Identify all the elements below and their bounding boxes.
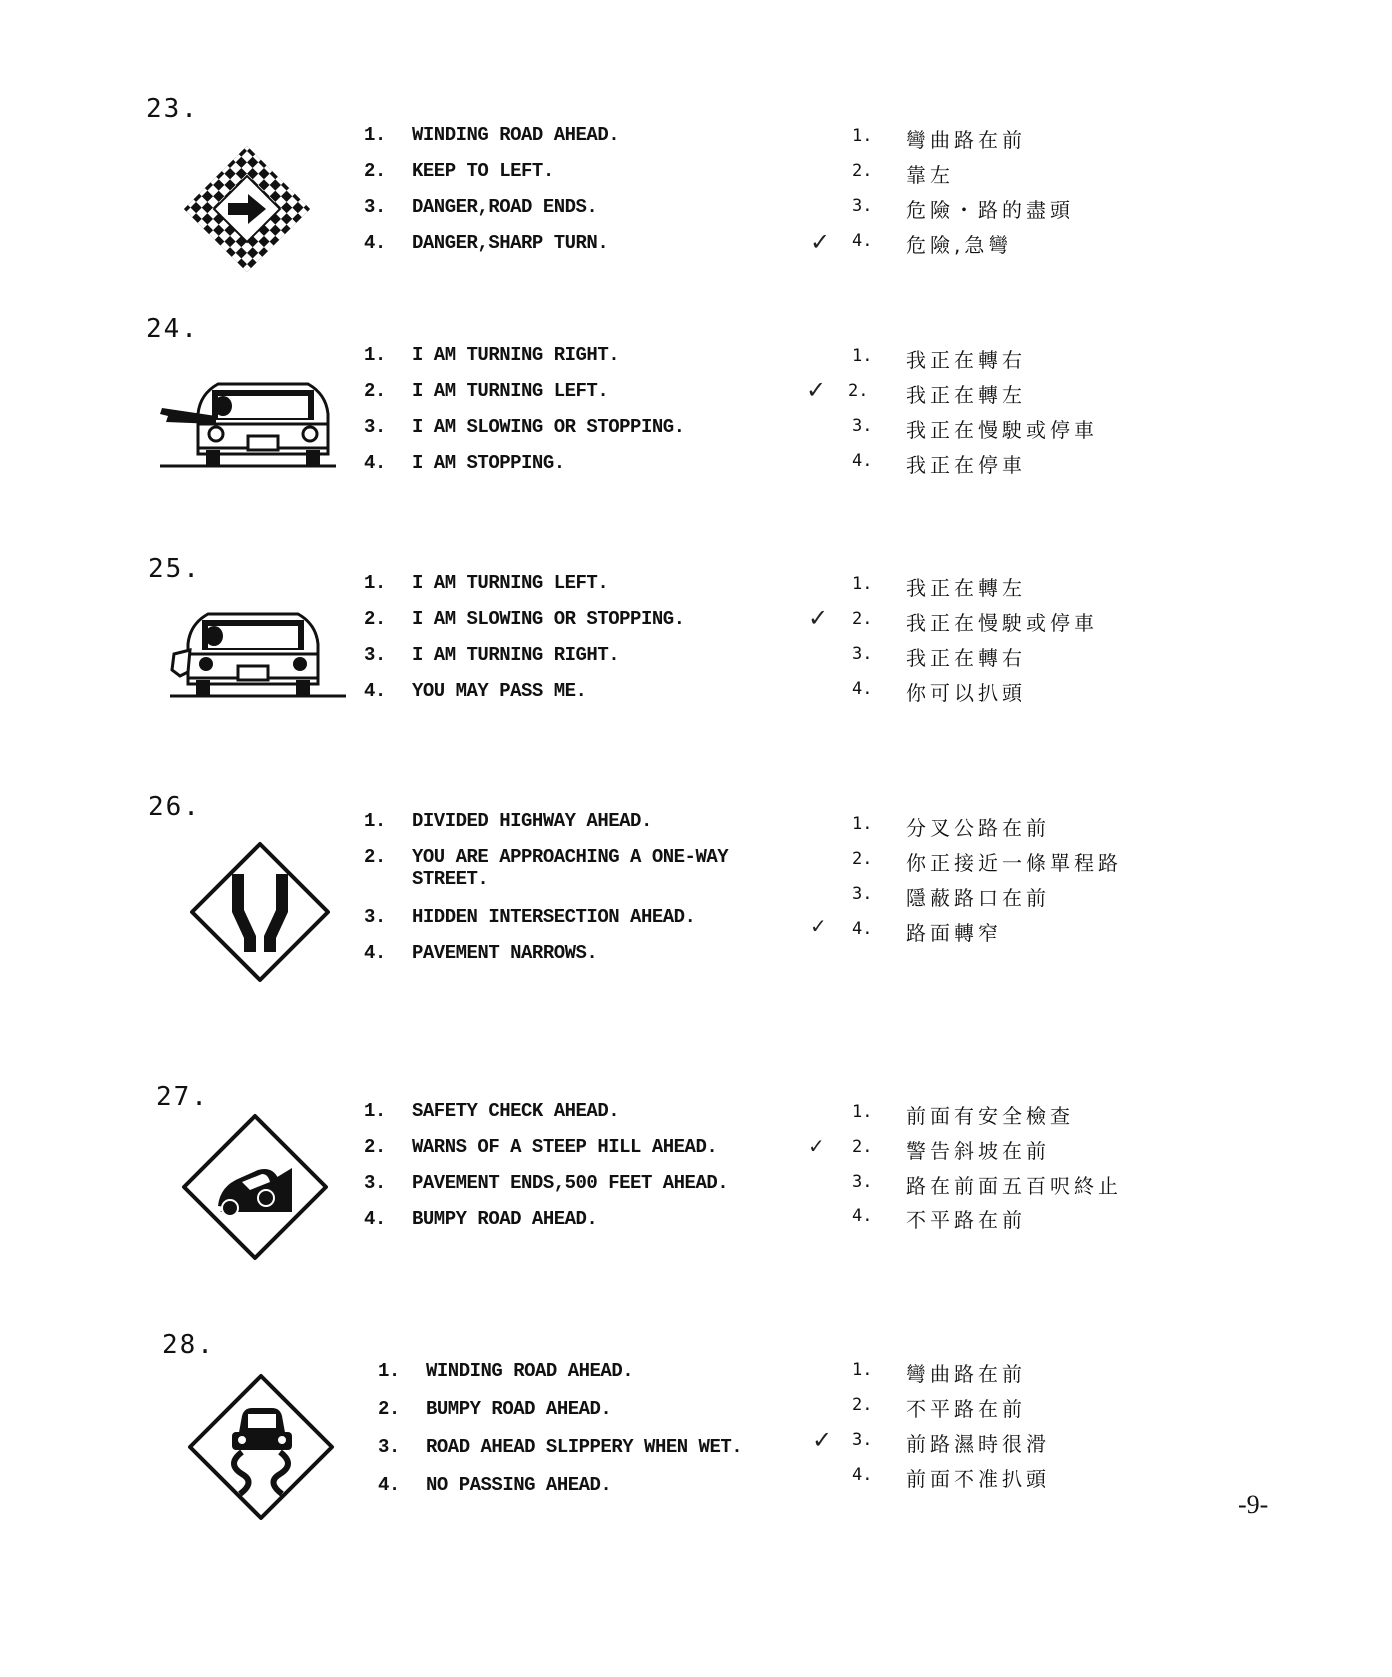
option-en: 4. YOU MAY PASS ME. bbox=[364, 680, 587, 702]
option-zh-number: 1. bbox=[852, 126, 873, 146]
option-zh: 危險・路的盡頭 bbox=[906, 198, 1074, 222]
question-number: 27. bbox=[156, 1082, 209, 1112]
option-en: 2. I AM SLOWING OR STOPPING. bbox=[364, 608, 685, 630]
option-zh: 我正在停車 bbox=[906, 453, 1026, 477]
option-en: 4. DANGER,SHARP TURN. bbox=[364, 232, 609, 254]
question-number: 26. bbox=[148, 792, 201, 822]
page-number: -9- bbox=[1238, 1490, 1269, 1519]
option-en: 1. DIVIDED HIGHWAY AHEAD. bbox=[364, 810, 652, 832]
option-zh-number: 4. bbox=[852, 1206, 873, 1226]
option-zh-number: 2. bbox=[852, 1395, 873, 1415]
option-zh: 不平路在前 bbox=[906, 1208, 1026, 1232]
option-zh-number: 2. bbox=[852, 1137, 873, 1157]
option-en: 2. YOU ARE APPROACHING A ONE-WAY STREET. bbox=[364, 846, 729, 890]
correct-check-mark: ✓ bbox=[812, 1426, 833, 1454]
option-zh-number: 1. bbox=[852, 1102, 873, 1122]
steep-hill-sign-icon bbox=[180, 1112, 330, 1262]
option-zh: 隱蔽路口在前 bbox=[906, 886, 1050, 910]
option-zh-number: 2. bbox=[852, 161, 873, 181]
option-zh: 前面不准扒頭 bbox=[906, 1467, 1050, 1491]
option-zh-number: 4. bbox=[852, 919, 873, 939]
option-en: 1. WINDING ROAD AHEAD. bbox=[364, 124, 620, 146]
option-zh: 路在前面五百呎終止 bbox=[906, 1174, 1122, 1198]
option-en: 4. NO PASSING AHEAD. bbox=[378, 1474, 612, 1496]
option-en: 3. HIDDEN INTERSECTION AHEAD. bbox=[364, 906, 696, 928]
option-zh-number: 2. bbox=[852, 609, 873, 629]
option-zh-number: 4. bbox=[852, 451, 873, 471]
correct-check-mark: ✓ bbox=[810, 914, 827, 938]
option-en: 2. I AM TURNING LEFT. bbox=[364, 380, 609, 402]
option-zh-number: 2. bbox=[852, 849, 873, 869]
option-zh: 我正在轉右 bbox=[906, 348, 1026, 372]
question-number: 28. bbox=[162, 1330, 215, 1360]
option-zh: 前面有安全檢查 bbox=[906, 1104, 1074, 1128]
option-zh-number: 4. bbox=[852, 679, 873, 699]
option-en: 2. KEEP TO LEFT. bbox=[364, 160, 554, 182]
question-number: 24. bbox=[146, 314, 199, 344]
option-en: 1. SAFETY CHECK AHEAD. bbox=[364, 1100, 620, 1122]
car-hand-signal-down-icon bbox=[158, 364, 338, 474]
correct-check-mark: ✓ bbox=[808, 1134, 825, 1158]
option-zh: 我正在轉右 bbox=[906, 646, 1026, 670]
car-hand-signal-low-icon bbox=[168, 594, 348, 704]
question-number: 25. bbox=[148, 554, 201, 584]
option-zh: 警告斜坡在前 bbox=[906, 1139, 1050, 1163]
option-en: 2. BUMPY ROAD AHEAD. bbox=[378, 1398, 612, 1420]
slippery-road-sign-icon bbox=[186, 1372, 336, 1522]
option-zh: 不平路在前 bbox=[906, 1397, 1026, 1421]
option-zh: 危險,急彎 bbox=[906, 233, 1013, 257]
option-zh-number: 1. bbox=[852, 346, 873, 366]
option-zh: 我正在轉左 bbox=[906, 576, 1026, 600]
option-zh: 彎曲路在前 bbox=[906, 128, 1026, 152]
option-en: 3. ROAD AHEAD SLIPPERY WHEN WET. bbox=[378, 1436, 743, 1458]
option-zh-number: 3. bbox=[852, 1172, 873, 1192]
option-zh-number: 3. bbox=[852, 416, 873, 436]
option-zh: 我正在慢駛或停車 bbox=[906, 611, 1098, 635]
option-zh-number: 3. bbox=[852, 1430, 873, 1450]
option-zh-number: 3. bbox=[852, 644, 873, 664]
road-narrows-sign-icon bbox=[188, 840, 332, 984]
option-zh: 我正在慢駛或停車 bbox=[906, 418, 1098, 442]
option-en: 4. I AM STOPPING. bbox=[364, 452, 565, 474]
correct-check-mark: ✓ bbox=[810, 228, 831, 256]
option-zh: 你可以扒頭 bbox=[906, 681, 1026, 705]
option-zh-number: 3. bbox=[852, 196, 873, 216]
option-zh-number: 4. bbox=[852, 1465, 873, 1485]
question-number: 23. bbox=[146, 94, 199, 124]
option-zh-number: 2. bbox=[848, 381, 869, 401]
option-zh-number: 4. bbox=[852, 231, 873, 251]
option-zh-number: 1. bbox=[852, 814, 873, 834]
option-en: 3. I AM TURNING RIGHT. bbox=[364, 644, 620, 666]
option-zh: 彎曲路在前 bbox=[906, 1362, 1026, 1386]
correct-check-mark: ✓ bbox=[808, 604, 829, 632]
option-zh: 你正接近一條單程路 bbox=[906, 851, 1122, 875]
option-zh: 分叉公路在前 bbox=[906, 816, 1050, 840]
option-zh: 前路濕時很滑 bbox=[906, 1432, 1050, 1456]
option-en: 1. WINDING ROAD AHEAD. bbox=[378, 1360, 634, 1382]
option-zh: 我正在轉左 bbox=[906, 383, 1026, 407]
option-zh-number: 1. bbox=[852, 574, 873, 594]
option-en: 4. PAVEMENT NARROWS. bbox=[364, 942, 598, 964]
option-en: 3. PAVEMENT ENDS,500 FEET AHEAD. bbox=[364, 1172, 729, 1194]
option-en: 4. BUMPY ROAD AHEAD. bbox=[364, 1208, 598, 1230]
option-en: 1. I AM TURNING LEFT. bbox=[364, 572, 609, 594]
option-en: 3. DANGER,ROAD ENDS. bbox=[364, 196, 598, 218]
option-en: 2. WARNS OF A STEEP HILL AHEAD. bbox=[364, 1136, 718, 1158]
correct-check-mark: ✓ bbox=[806, 376, 827, 404]
option-zh-number: 1. bbox=[852, 1360, 873, 1380]
option-zh-number: 3. bbox=[852, 884, 873, 904]
checkered-arrow-sign-icon bbox=[182, 144, 312, 274]
option-en: 3. I AM SLOWING OR STOPPING. bbox=[364, 416, 685, 438]
option-zh: 靠左 bbox=[906, 163, 954, 187]
option-zh: 路面轉窄 bbox=[906, 921, 1002, 945]
option-en: 1. I AM TURNING RIGHT. bbox=[364, 344, 620, 366]
